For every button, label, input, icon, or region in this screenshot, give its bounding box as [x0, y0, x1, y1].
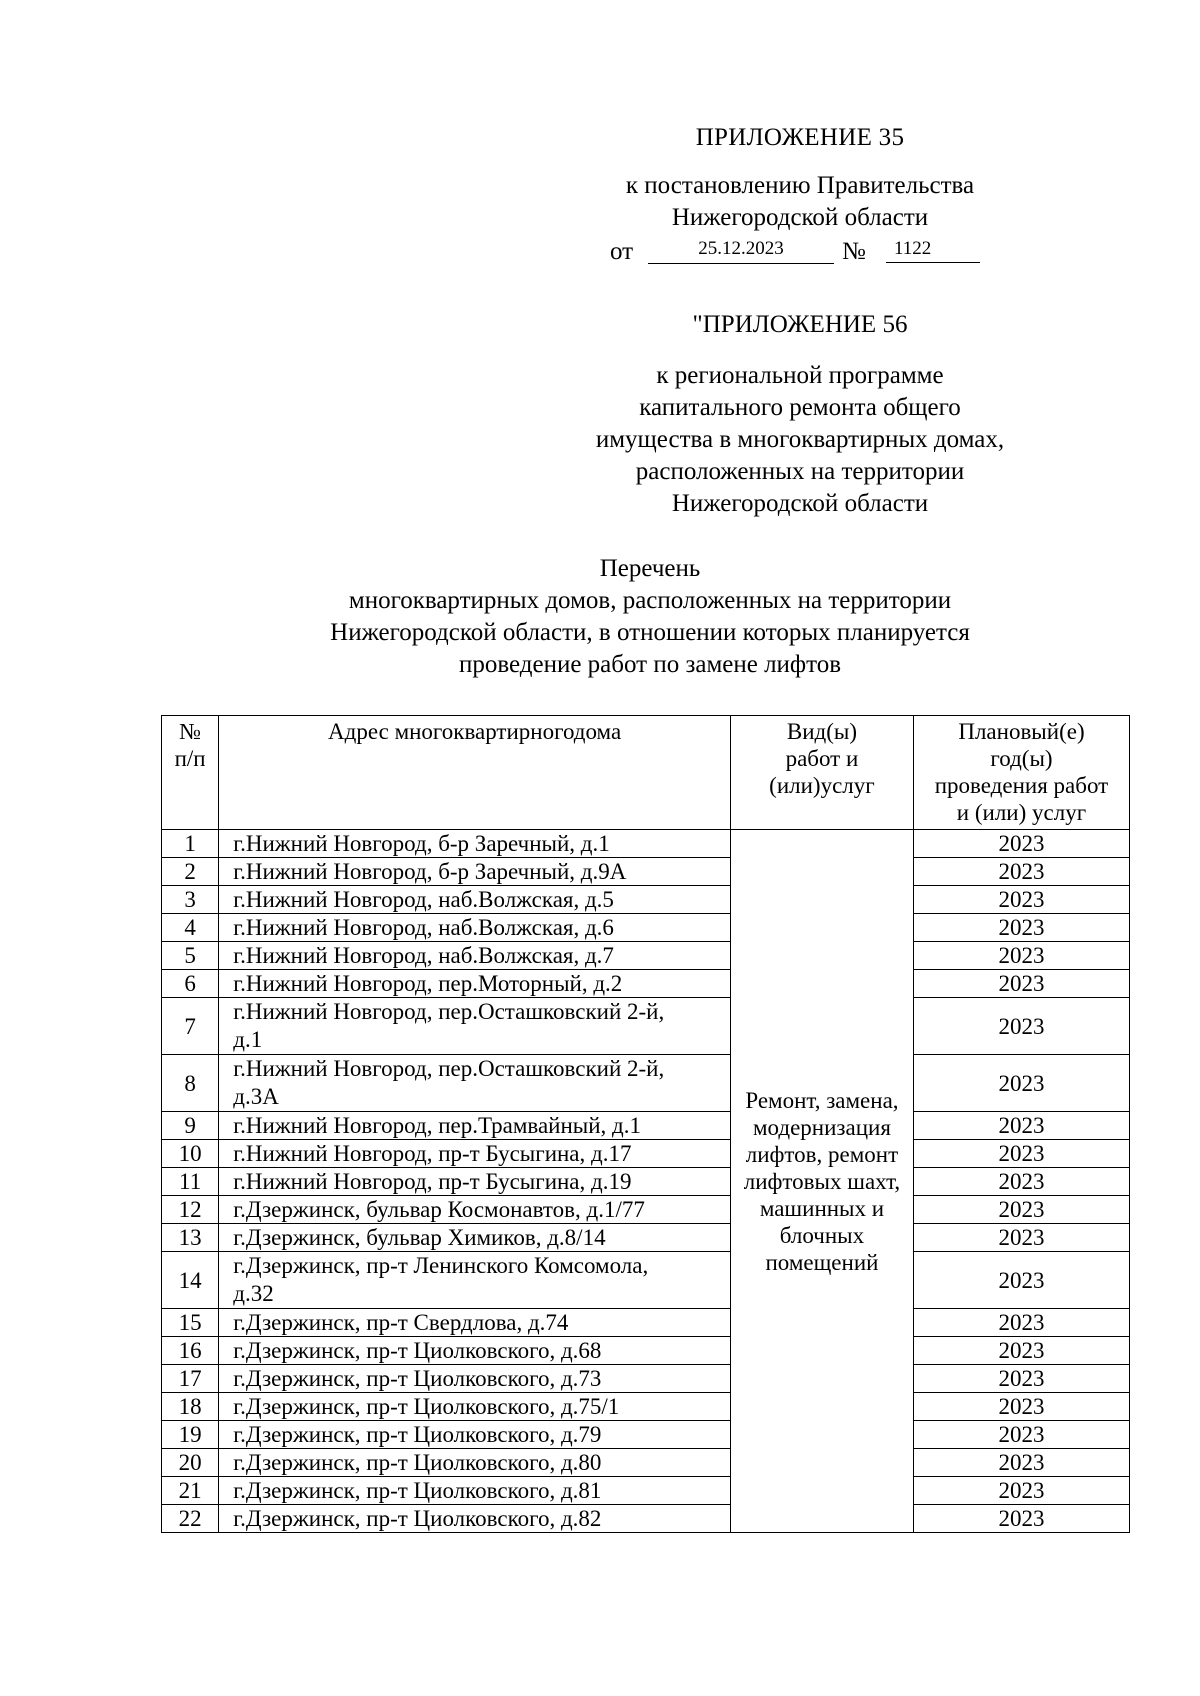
work-type-line: Ремонт, замена,	[745, 1087, 899, 1113]
row-year: 2023	[913, 1337, 1129, 1365]
row-number: 17	[162, 1365, 219, 1393]
appendix-sub-line: к постановлению Правительства	[625, 172, 975, 199]
table-header-row	[162, 716, 1130, 830]
address-line: д.3А	[233, 1084, 279, 1109]
address-line: г.Нижний Новгород, пер.Моторный, д.2	[233, 971, 623, 996]
row-address	[219, 1055, 731, 1112]
row-address	[219, 998, 731, 1055]
table-row	[162, 970, 1130, 998]
row-number: 14	[162, 1252, 219, 1309]
table-row	[162, 1112, 1130, 1140]
row-year: 2023	[913, 970, 1129, 998]
header-work	[730, 716, 913, 830]
row-address	[219, 1365, 731, 1393]
table-row	[162, 830, 1130, 858]
row-number: 4	[162, 914, 219, 942]
appendix-title: ПРИЛОЖЕНИЕ 35	[695, 124, 905, 151]
row-number: 12	[162, 1196, 219, 1224]
address-line: г.Дзержинск, пр-т Циолковского, д.73	[233, 1366, 602, 1391]
row-number: 11	[162, 1168, 219, 1196]
address-line: г.Нижний Новгород, пер.Трамвайный, д.1	[233, 1113, 641, 1138]
row-year: 2023	[913, 942, 1129, 970]
number-sign: №	[842, 238, 866, 265]
table-row	[162, 1140, 1130, 1168]
row-year: 2023	[913, 1449, 1129, 1477]
row-address	[219, 942, 731, 970]
row-number: 5	[162, 942, 219, 970]
table-row	[162, 1309, 1130, 1337]
row-number: 8	[162, 1055, 219, 1112]
row-year: 2023	[913, 998, 1129, 1055]
appendix-56-sub-line: имущества в многоквартирных домах,	[595, 426, 1005, 453]
row-number: 1	[162, 830, 219, 858]
row-address	[219, 1309, 731, 1337]
row-address	[219, 1224, 731, 1252]
address-line: г.Дзержинск, пр-т Циолковского, д.75/1	[233, 1394, 620, 1419]
row-number: 21	[162, 1477, 219, 1505]
row-year: 2023	[913, 886, 1129, 914]
table-row	[162, 998, 1130, 1055]
row-year: 2023	[913, 1055, 1129, 1112]
row-number: 3	[162, 886, 219, 914]
list-heading-line: Нижегородской области, в отношении которых планируется	[330, 619, 970, 646]
appendix-56-subtitle	[540, 360, 1060, 520]
row-year: 2023	[913, 1505, 1129, 1533]
table-row	[162, 1224, 1130, 1252]
address-line: г.Нижний Новгород, пер.Осташковский 2-й,	[233, 1056, 665, 1081]
buildings-table	[161, 715, 1130, 1533]
row-address	[219, 914, 731, 942]
header-num-line: №	[179, 719, 202, 744]
row-address	[219, 1477, 731, 1505]
table-row	[162, 1252, 1130, 1309]
table-row	[162, 942, 1130, 970]
work-type-line: помещений	[765, 1249, 879, 1275]
address-line: г.Нижний Новгород, наб.Волжская, д.6	[233, 915, 614, 940]
address-line: г.Нижний Новгород, б-р Заречный, д.9А	[233, 859, 627, 884]
row-number: 15	[162, 1309, 219, 1337]
address-line: г.Дзержинск, бульвар Химиков, д.8/14	[233, 1225, 606, 1250]
table-row	[162, 1196, 1130, 1224]
row-number: 7	[162, 998, 219, 1055]
row-year: 2023	[913, 1168, 1129, 1196]
address-line: г.Дзержинск, пр-т Циолковского, д.81	[233, 1478, 602, 1503]
appendix-56-sub-line: Нижегородской области	[671, 490, 929, 517]
header-work-line: Вид(ы)	[786, 719, 857, 744]
date-prefix: от	[610, 238, 634, 265]
list-heading-line: многоквартирных домов, расположенных на территории	[348, 587, 952, 614]
table-row	[162, 1421, 1130, 1449]
address-line: г.Нижний Новгород, пер.Осташковский 2-й,	[233, 999, 665, 1024]
row-year: 2023	[913, 1421, 1129, 1449]
address-line: д.32	[233, 1281, 274, 1306]
row-address	[219, 1140, 731, 1168]
address-line: г.Нижний Новгород, пр-т Бусыгина, д.17	[233, 1141, 632, 1166]
list-heading-line: Перечень	[599, 555, 701, 582]
appendix-subtitle	[590, 170, 1010, 234]
row-year: 2023	[913, 1309, 1129, 1337]
row-address	[219, 858, 731, 886]
table-row	[162, 1365, 1130, 1393]
header-year	[913, 716, 1129, 830]
row-number: 22	[162, 1505, 219, 1533]
row-number: 18	[162, 1393, 219, 1421]
row-address	[219, 1112, 731, 1140]
row-year: 2023	[913, 858, 1129, 886]
list-heading	[200, 553, 1100, 681]
row-year: 2023	[913, 1365, 1129, 1393]
row-number: 16	[162, 1337, 219, 1365]
row-number: 6	[162, 970, 219, 998]
row-year: 2023	[913, 1140, 1129, 1168]
row-year: 2023	[913, 1477, 1129, 1505]
header-year-line: год(ы)	[990, 746, 1053, 771]
table-row	[162, 858, 1130, 886]
list-heading-line: проведение работ по замене лифтов	[458, 651, 842, 678]
appendix-56-sub-line: расположенных на территории	[635, 458, 965, 485]
row-address	[219, 1393, 731, 1421]
row-address	[219, 1337, 731, 1365]
row-number: 20	[162, 1449, 219, 1477]
row-address	[219, 1168, 731, 1196]
row-address	[219, 1505, 731, 1533]
header-num-line: п/п	[174, 746, 206, 771]
row-year: 2023	[913, 830, 1129, 858]
table-row	[162, 886, 1130, 914]
table-row	[162, 1393, 1130, 1421]
row-year: 2023	[913, 1393, 1129, 1421]
row-address	[219, 886, 731, 914]
row-number: 13	[162, 1224, 219, 1252]
work-type-line: машинных и	[759, 1195, 885, 1221]
address-line: г.Нижний Новгород, наб.Волжская, д.7	[233, 943, 614, 968]
decree-number: 1122	[886, 237, 980, 263]
work-type-line: лифтов, ремонт	[745, 1141, 899, 1167]
address-line: г.Дзержинск, пр-т Свердлова, д.74	[233, 1310, 569, 1335]
row-address	[219, 1252, 731, 1309]
table-body	[162, 830, 1130, 1533]
row-year: 2023	[913, 914, 1129, 942]
row-number: 19	[162, 1421, 219, 1449]
header-work-line: (или)услуг	[769, 773, 875, 798]
address-line: г.Дзержинск, пр-т Циолковского, д.80	[233, 1450, 602, 1475]
table-row	[162, 1337, 1130, 1365]
decree-date: 25.12.2023	[648, 237, 834, 264]
header-year-line: Плановый(е)	[958, 719, 1085, 744]
header-year-line: проведения работ	[934, 773, 1109, 798]
row-address	[219, 970, 731, 998]
work-type-line: модернизация	[752, 1114, 891, 1140]
header-address: Адрес многоквартирногодома	[219, 716, 731, 830]
row-number: 2	[162, 858, 219, 886]
appendix-sub-line: Нижегородской области	[671, 204, 929, 231]
row-year: 2023	[913, 1224, 1129, 1252]
table-row	[162, 1055, 1130, 1112]
appendix-56-title: "ПРИЛОЖЕНИЕ 56	[692, 311, 908, 338]
address-line: г.Дзержинск, пр-т Ленинского Комсомола,	[233, 1253, 649, 1278]
row-year: 2023	[913, 1252, 1129, 1309]
table-row	[162, 1168, 1130, 1196]
address-line: г.Нижний Новгород, наб.Волжская, д.5	[233, 887, 614, 912]
table-row	[162, 1505, 1130, 1533]
address-line: д.1	[233, 1027, 263, 1052]
row-address	[219, 830, 731, 858]
row-address	[219, 1196, 731, 1224]
row-address	[219, 1421, 731, 1449]
table-row	[162, 1477, 1130, 1505]
row-number: 10	[162, 1140, 219, 1168]
header-work-line: работ и	[785, 746, 859, 771]
appendix-56-sub-line: к региональной программе	[656, 362, 944, 389]
row-year: 2023	[913, 1196, 1129, 1224]
row-year: 2023	[913, 1112, 1129, 1140]
address-line: г.Нижний Новгород, б-р Заречный, д.1	[233, 831, 610, 856]
work-type-line: лифтовых шахт,	[743, 1168, 901, 1194]
appendix-56-sub-line: капитального ремонта общего	[639, 394, 961, 421]
row-address	[219, 1449, 731, 1477]
table-row	[162, 1449, 1130, 1477]
header-num	[162, 716, 219, 830]
address-line: г.Дзержинск, пр-т Циолковского, д.68	[233, 1338, 602, 1363]
header-year-line: и (или) услуг	[956, 800, 1087, 825]
table-row	[162, 914, 1130, 942]
row-number: 9	[162, 1112, 219, 1140]
address-line: г.Дзержинск, бульвар Космонавтов, д.1/77	[233, 1197, 645, 1222]
address-line: г.Дзержинск, пр-т Циолковского, д.79	[233, 1422, 602, 1447]
work-type-cell	[730, 830, 913, 1533]
address-line: г.Дзержинск, пр-т Циолковского, д.82	[233, 1506, 602, 1531]
address-line: г.Нижний Новгород, пр-т Бусыгина, д.19	[233, 1169, 632, 1194]
work-type-line: блочных	[779, 1222, 865, 1248]
